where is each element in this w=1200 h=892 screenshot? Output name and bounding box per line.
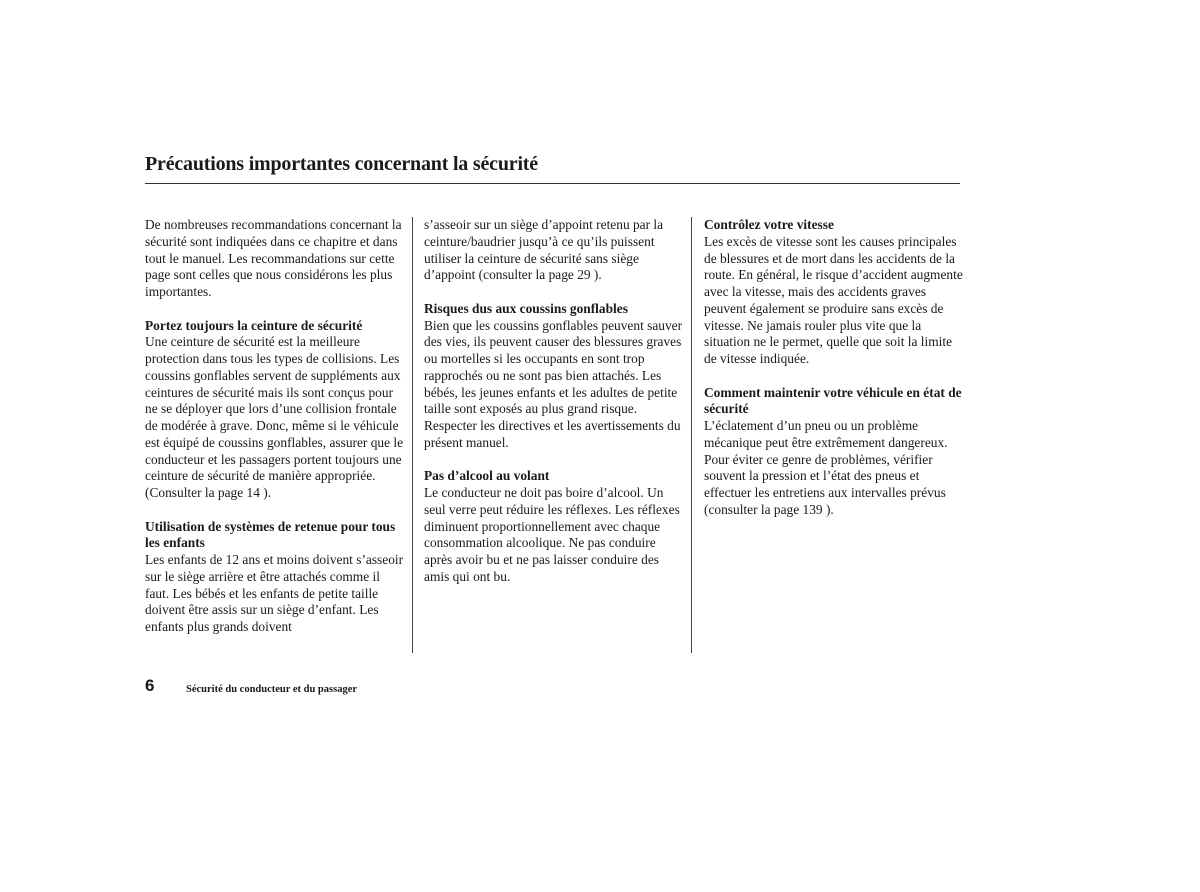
section-heading: Contrôlez votre vitesse xyxy=(704,217,834,232)
text-column-2 xyxy=(424,217,686,586)
section-heading: Utilisation de systèmes de retenue pour tous les enfants xyxy=(145,518,396,551)
column-divider xyxy=(412,217,413,653)
section-vehicle-maintenance xyxy=(704,385,966,519)
section-text: L’éclatement d’un pneu ou un problème mécanique peut être extrêmement dangereux. Pour éviter ce genre de problèmes, vérifier souvent la pression et l’état des pneus et effectuer les entretiens aux intervalles prévus (consulter la page 139 ). xyxy=(704,418,948,517)
section-text: Une ceinture de sécurité est la meilleure protection dans tous les types de collisions. Les coussins gonflables servent de suppléments aux ceintures de sécurité mais ils sont conçus pour ne se déployer que lors d’une collision frontale de modérée à grave. Donc, même si le véhicule est équipé de coussins gonflables, assurer que le conducteur et les passagers portent toujours une ceinture de sécurité de manière appropriée. (Consulter la page 14 ). xyxy=(145,334,404,500)
section-seatbelt xyxy=(145,318,407,502)
section-no-alcohol xyxy=(424,468,686,585)
section-heading: Pas d’alcool au volant xyxy=(424,468,550,484)
section-text: Les excès de vitesse sont les causes principales de blessures et de mort dans les accidents de la route. En général, le risque d’accident augmente avec la vitesse, mais des accidents graves peuvent également se produire sans excès de vitesse. Ne jamais rouler plus vite que la situation ne le permet, quelle que soit la limite de vitesse indiquée. xyxy=(704,233,963,366)
section-heading: Comment maintenir votre véhicule en état de sécurité xyxy=(704,384,962,417)
footer-section-title: Sécurité du conducteur et du passager xyxy=(186,684,358,695)
continued-paragraph xyxy=(424,217,686,284)
section-text: Bien que les coussins gonflables peuvent sauver des vies, ils peuvent causer des blessures graves ou mortelles si les occupants en sont trop rapprochés ou ne sont pas bien attachés. Les bébés, les jeunes enfants et les adultes de petite taille sont exposés au plus grand risque. Respecter les directives et les avertissements du présent manuel. xyxy=(424,317,683,450)
column-divider xyxy=(691,217,692,653)
section-airbag-risks xyxy=(424,301,686,452)
intro-paragraph xyxy=(145,217,407,301)
page-title: Précautions importantes concernant la sécurité xyxy=(145,153,538,175)
text-column-3 xyxy=(704,217,966,519)
section-text: Le conducteur ne doit pas boire d’alcool. Un seul verre peut réduire les réflexes. Les réflexes diminuent proportionnellement avec chaque consommation alcoolique. Ne pas conduire après avoir bu et ne pas laisser conduire des amis qui ont bu. xyxy=(424,485,680,584)
intro-text: De nombreuses recommandations concernant la sécurité sont indiquées dans ce chapitre et dans tout le manuel. Les recommandations sur cette page sont celles que nous considérons les plus importantes. xyxy=(145,217,402,299)
page-number: 6 xyxy=(145,676,155,695)
title-divider xyxy=(145,183,960,184)
section-child-restraints xyxy=(145,519,407,636)
text-column-1 xyxy=(145,217,407,636)
section-speed-control xyxy=(704,217,966,368)
section-text: s’asseoir sur un siège d’appoint retenu par la ceinture/baudrier jusqu’à ce qu’ils puissent utiliser la ceinture de sécurité sans siège d’appoint (consulter la page 29 ). xyxy=(424,217,664,283)
section-text: Les enfants de 12 ans et moins doivent s’asseoir sur le siège arrière et être attachés comme il faut. Les bébés et les enfants de petite taille doivent être assis sur un siège d’enfant. Les enfants plus grands doivent xyxy=(145,552,404,634)
section-heading: Risques dus aux coussins gonflables xyxy=(424,300,628,316)
section-heading: Portez toujours la ceinture de sécurité xyxy=(145,317,363,333)
